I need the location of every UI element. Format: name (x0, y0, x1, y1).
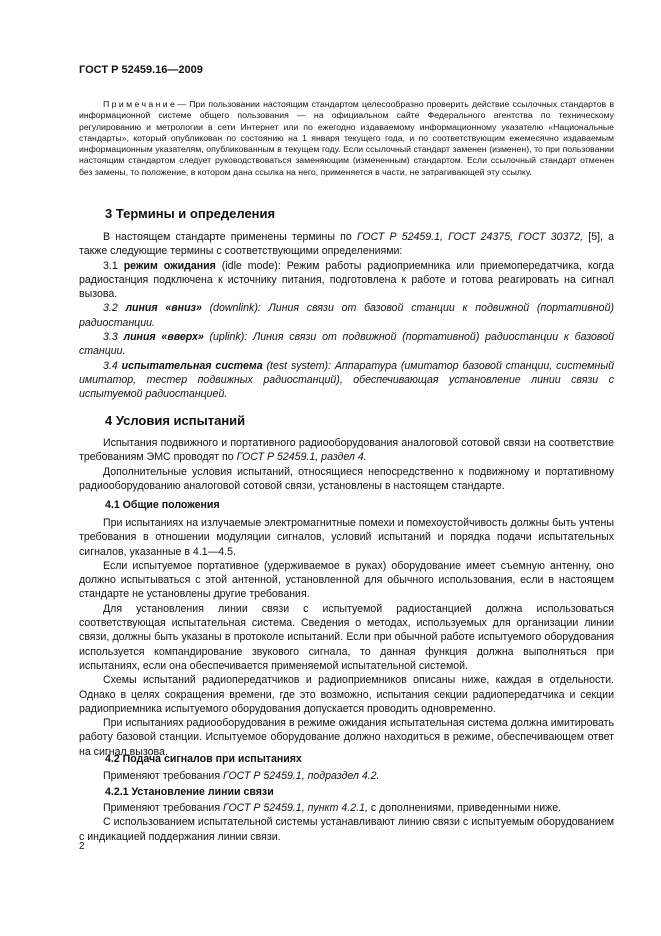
running-header: ГОСТ Р 52459.16—2009 (79, 64, 203, 76)
term-3-3 (79, 330, 614, 359)
term-number: 3.3 (103, 331, 124, 344)
subsection-4-1-paragraph-1: При испытаниях на излучаемые электромагнитные помехи и помехоустойчивость должны быть учтены требования в отношении модуляции сигналов, условий испытаний и порядка подачи испытательных сигналов, указанные в 4.1—4.5. (79, 517, 614, 558)
note-block (79, 99, 614, 178)
term-definition: (uplink): Линия связи от подвижной (портативной) радиостанции к базовой станции. (79, 331, 615, 358)
intro-references: ГОСТ Р 52459.1, ГОСТ 24375, ГОСТ 30372, (356, 231, 584, 243)
paragraph-text-end: с дополнениями, приведенными ниже. (367, 802, 562, 814)
subsection-4-1-heading: 4.1 Общие положения (105, 499, 220, 511)
intro-text: В настоящем стандарте применены термины по (103, 231, 357, 243)
subsection-4-2-heading: 4.2 Подача сигналов при испытаниях (105, 753, 302, 765)
subsection-4-2-paragraph-1 (79, 769, 614, 783)
subsection-4-1-paragraph-5: При испытаниях радиооборудования в режиме ожидания испытательная система должна имитировать работу базовой станции. Испытуемое оборудование должно находиться в режиме, обеспечивающем ответ на сигнал вызова. (79, 717, 614, 758)
subsection-4-1-paragraph-2: Если испытуемое портативное (удерживаемое в руках) оборудование имеет съемную антенну, оно должно испытываться с этой антенной, установленной для обычного использования, если в настоящем стандарте не установлены другие требования. (79, 559, 614, 601)
paragraph-text: Применяют требования (103, 770, 224, 782)
section-3-heading: 3 Термины и определения (105, 206, 276, 221)
subsection-4-1-paragraph-4: Схемы испытаний радиопередатчиков и радиоприемников описаны ниже, каждая в отдельности. Однако в целях сокращения времени, где это возможно, испытания секции радиопередатчика и секции радиоприемника испытуемого оборудования допускается проводить одновременно. (79, 674, 614, 715)
term-3-2 (79, 301, 614, 330)
term-name: линия «вверх» (123, 331, 204, 344)
term-3-4 (79, 359, 614, 402)
subsection-4-1-body (79, 516, 614, 759)
note-text: — При пользовании настоящим стандартом целесообразно проверить действие ссылочных стандартов в информационной системе общего пользования — на официальном сайте Федерального агентства по техническому регулированию и метрологии в сети Интернет или по ежегодно издаваемому информационному указателю «Национальные стандарты», который опубликован по состоянию на 1 января текущего года, и по соответствующим ежемесячно издаваемым информационным указателям, опубликованным в текущем году. Если ссылочный стандарт заменен (изменен), то при пользовании настоящим стандартом следует руководствоваться заменяющим (измененным) стандартом. Если ссылочный стандарт отменен без замены, то положение, в котором дана ссылка на него, применяется в части, не затрагивающей эту ссылку. (79, 99, 614, 177)
paragraph-reference: ГОСТ Р 52459.1, пункт 4.2.1, (223, 802, 368, 814)
paragraph-text: Применяют требования (103, 802, 224, 814)
term-definition: (idle mode): Режим работы радиоприемника или приемопередатчика, когда радиостанция подключена к источнику питания, подготовлена к работе и готова реагировать на сигнал вызова. (79, 259, 614, 301)
term-number: 3.1 (103, 259, 124, 272)
section-3-body (79, 230, 614, 402)
paragraph-reference: ГОСТ Р 52459.1, подраздел 4.2. (223, 770, 380, 782)
section-4-paragraph-1 (79, 436, 614, 465)
subsection-4-2-body (79, 769, 614, 783)
term-name: линия «вниз» (125, 302, 202, 315)
note-label: Примечание (103, 99, 178, 109)
section-4-heading: 4 Условия испытаний (105, 413, 246, 428)
term-name: режим ожидания (123, 259, 216, 272)
term-number: 3.4 (103, 359, 122, 372)
term-3-1 (79, 259, 614, 302)
clause-4-2-1-paragraph-2: С использованием испытательной системы устанавливают линию связи с испытуемым оборудованием с индикацией поддержания линии связи. (79, 816, 614, 843)
section-4-paragraph-2: Дополнительные условия испытаний, относящиеся непосредственно к подвижному и портативному радиооборудованию аналоговой сотовой связи, установлены в настоящем стандарте. (79, 465, 614, 492)
page-number: 2 (79, 841, 85, 852)
clause-4-2-1-heading: 4.2.1 Установление линии связи (105, 786, 274, 798)
note-paragraph (79, 99, 614, 178)
clause-4-2-1-paragraph-1 (79, 801, 614, 815)
term-number: 3.2 (103, 302, 126, 315)
subsection-4-1-paragraph-3: Для установления линии связи с испытуемой радиостанцией должна использоваться соответствующая испытательная система. Сведения о методах, используемых для организации линии связи, должны быть указаны в протоколе испытаний. Если при обычной работе испытуемого оборудования используется компандирование звукового сигнала, то данная функция должна выполняться при испытаниях, если она обеспечивается применяемой испытательной системой. (79, 602, 614, 672)
clause-4-2-1-body (79, 801, 614, 844)
term-name: испытательная система (121, 359, 263, 372)
intro-text-end: [5], а также следующие термины с соответствующими определениями: (79, 231, 615, 258)
section-3-intro (79, 230, 614, 259)
term-definition: (test system): Аппаратура (имитатор базовой станции, системный имитатор, тестер подвижных радиостанций), обеспечивающая установление линии связи с испытуемой радиостанцией. (79, 359, 615, 401)
section-4-intro (79, 436, 614, 493)
paragraph-reference: ГОСТ Р 52459.1, раздел 4. (236, 451, 367, 464)
term-definition: (downlink): Линия связи от базовой станции к подвижной (портативной) радиостанции. (79, 302, 614, 329)
paragraph-text: Испытания подвижного и портативного радиооборудования аналоговой сотовой связи на соответствие требованиям ЭМС проводят по (79, 437, 614, 464)
